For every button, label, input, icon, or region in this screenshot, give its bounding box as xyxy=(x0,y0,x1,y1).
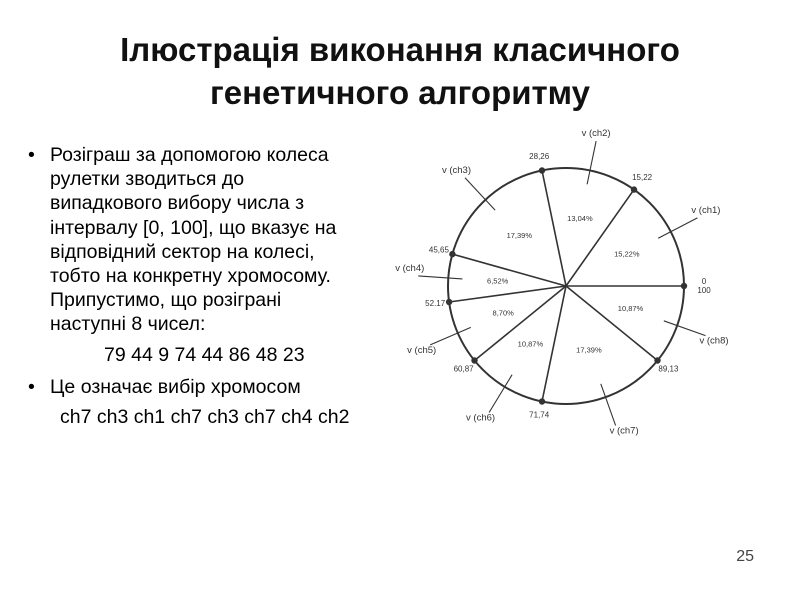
boundary-label: 45,65 xyxy=(428,245,449,255)
sector-percent-label: 6,52% xyxy=(487,276,509,286)
sector-percent-label: 15,22% xyxy=(614,249,640,259)
boundary-dot xyxy=(471,357,477,363)
sector-boundary-line xyxy=(566,190,634,286)
sector-percent-label: 17,39% xyxy=(506,230,533,240)
boundary-label: 71,74 xyxy=(529,410,550,420)
boundary-label xyxy=(697,277,711,295)
boundary-dot xyxy=(539,167,545,173)
sector-pointer-line xyxy=(587,141,596,184)
sector-pointer-line xyxy=(489,375,512,413)
roulette-wheel xyxy=(392,128,729,437)
random-numbers: 79 44 9 74 44 86 48 23 xyxy=(104,343,305,366)
bullet-dot-icon: • xyxy=(28,144,35,166)
sector-pointer-line xyxy=(430,327,471,345)
bullet-1 xyxy=(28,143,428,337)
boundary-dot xyxy=(681,283,687,289)
selected-chromosomes: ch7 ch3 ch1 ch7 ch3 ch7 ch4 ch2 xyxy=(60,406,350,429)
sector-chromosome-label: v (ch6) xyxy=(466,412,496,424)
bullet-2 xyxy=(28,375,428,399)
sector-pointer-line xyxy=(418,276,462,279)
bullet-1-line: інтервалу [0, 100], що вказує на xyxy=(50,216,337,239)
sector-boundary-line xyxy=(542,171,566,287)
slide-title xyxy=(0,28,800,114)
boundary-dot xyxy=(449,251,455,257)
boundary-label: 15,22 xyxy=(632,173,653,183)
sector-pointer-line xyxy=(601,384,616,426)
sector-boundary-line xyxy=(452,254,566,286)
bullet-1-line: випадкового вибору числа з xyxy=(50,192,305,215)
boundary-label: 52.17 xyxy=(425,299,446,309)
bullet-1-line: Розіграш за допомогою колеса xyxy=(50,144,329,166)
boundary-label: 28,26 xyxy=(529,151,550,161)
boundary-label: 89,13 xyxy=(658,364,679,374)
bullet-1-line: рулетки зводиться до xyxy=(50,168,245,191)
sector-chromosome-label: v (ch7) xyxy=(609,425,639,437)
bullet-1-line: Припустимо, що розіграні xyxy=(50,289,282,312)
sector-chromosome-label: v (ch4) xyxy=(395,262,425,274)
sector-chromosome-label: v (ch5) xyxy=(407,344,437,356)
sector-chromosome-label: v (ch1) xyxy=(691,204,721,216)
sector-chromosome-label: v (ch2) xyxy=(581,128,611,140)
bullet-list xyxy=(28,143,428,429)
boundary-label-part: 0 xyxy=(701,277,707,287)
boundary-dot xyxy=(631,186,637,192)
boundary-label-part: 100 xyxy=(697,286,711,296)
bullet-2-text: Це означає вибір хромосом xyxy=(50,375,301,398)
boundary-dot xyxy=(654,357,660,363)
sector-percent-label: 8,70% xyxy=(492,308,514,318)
bullet-1-line: наступні 8 чисел: xyxy=(50,313,206,336)
bullet-1-line: відповідний сектор на колесі, xyxy=(50,240,315,263)
sector-percent-label: 10,87% xyxy=(517,339,544,349)
boundary-label: 60,87 xyxy=(453,364,474,374)
boundary-dot xyxy=(539,398,545,404)
bullet-dot-icon: • xyxy=(28,375,35,398)
sector-percent-label: 10,87% xyxy=(617,303,644,313)
sector-percent-label: 17,39% xyxy=(576,345,602,355)
sector-percent-label: 13,04% xyxy=(567,213,593,223)
boundary-dot xyxy=(446,299,452,305)
sector-pointer-line xyxy=(664,321,706,336)
page-number: 25 xyxy=(736,548,754,565)
bullet-1-line: тобто на конкретну хромосому. xyxy=(50,265,331,288)
slide-title-line-1: Ілюстрація виконання класичного xyxy=(120,31,680,68)
sector-chromosome-label: v (ch3) xyxy=(441,164,471,176)
sector-chromosome-label: v (ch8) xyxy=(699,335,729,347)
slide-title-line-2: генетичного алгоритму xyxy=(210,74,590,111)
